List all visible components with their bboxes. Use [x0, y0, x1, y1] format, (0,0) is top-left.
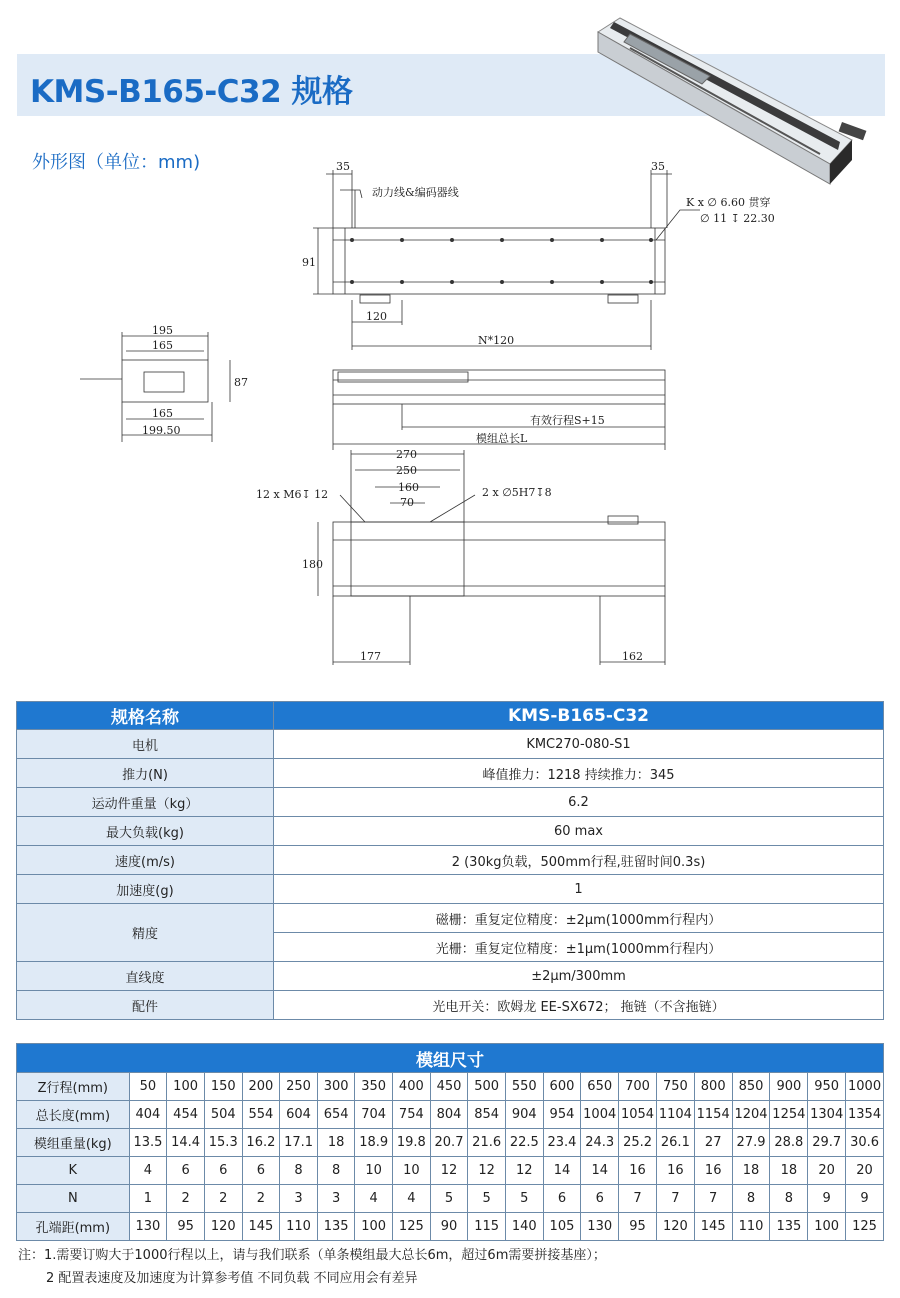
dim-70: 70: [400, 496, 414, 509]
table-row: [17, 991, 884, 1020]
spec-value: 6.2: [274, 788, 884, 817]
dim-195: 195: [152, 324, 173, 337]
dim-stroke: 有效行程S+15: [530, 414, 605, 427]
dimension-value: 950: [808, 1073, 846, 1101]
table-row: [17, 1129, 884, 1157]
dimension-value: 120: [656, 1213, 694, 1241]
dimension-value: 1104: [656, 1101, 694, 1129]
dimension-value: 750: [656, 1073, 694, 1101]
dimension-value: 2: [204, 1185, 242, 1213]
pin-note: 2 x ∅5H7↧8: [482, 486, 552, 499]
spec-value: 2 (30kg负载，500mm行程,驻留时间0.3s): [274, 846, 884, 875]
table-row: [17, 817, 884, 846]
dimension-value: 23.4: [543, 1129, 581, 1157]
dimension-value: 14.4: [167, 1129, 205, 1157]
spec-label: 加速度(g): [17, 875, 274, 904]
dimension-value: 50: [129, 1073, 167, 1101]
dimension-value: 13.5: [129, 1129, 167, 1157]
dimension-value: 350: [355, 1073, 393, 1101]
dim-162: 162: [622, 650, 643, 663]
dimension-value: 22.5: [505, 1129, 543, 1157]
dimension-value: 604: [280, 1101, 318, 1129]
dimension-value: 12: [468, 1157, 506, 1185]
dimension-value: 100: [808, 1213, 846, 1241]
dimension-value: 15.3: [204, 1129, 242, 1157]
table-row: [17, 1073, 884, 1101]
dimension-value: 404: [129, 1101, 167, 1129]
dimension-label: 总长度(mm): [17, 1101, 130, 1129]
table-row: [17, 1185, 884, 1213]
dimension-value: 19.8: [393, 1129, 431, 1157]
dimension-value: 5: [468, 1185, 506, 1213]
dimension-value: 120: [204, 1213, 242, 1241]
dimension-value: 1: [129, 1185, 167, 1213]
dimension-value: 2: [242, 1185, 280, 1213]
dim-35-left: 35: [336, 160, 350, 173]
spec-table: [16, 701, 884, 1020]
dimension-value: 12: [430, 1157, 468, 1185]
dimension-value: 130: [581, 1213, 619, 1241]
dimension-value: 3: [280, 1185, 318, 1213]
hole-note-1: K x ∅ 6.60 贯穿: [686, 196, 771, 209]
dimension-value: 904: [505, 1101, 543, 1129]
page-title: KMS-B165-C32 规格: [30, 74, 353, 110]
dimension-value: 8: [732, 1185, 770, 1213]
dimension-label: N: [17, 1185, 130, 1213]
dimension-value: 21.6: [468, 1129, 506, 1157]
notes: [18, 1244, 606, 1290]
dimension-value: 900: [770, 1073, 808, 1101]
dimension-value: 150: [204, 1073, 242, 1101]
dimension-value: 1154: [694, 1101, 732, 1129]
dimension-value: 700: [619, 1073, 657, 1101]
dimension-value: 125: [846, 1213, 884, 1241]
dimension-value: 800: [694, 1073, 732, 1101]
dimension-value: 16.2: [242, 1129, 280, 1157]
dimension-value: 954: [543, 1101, 581, 1129]
dimension-value: 6: [581, 1185, 619, 1213]
dim-177: 177: [360, 650, 381, 663]
dim-n120: N*120: [478, 334, 515, 347]
dim-87: 87: [234, 376, 248, 389]
screw-note: 12 x M6↧ 12: [256, 488, 329, 501]
section-subtitle: 外形图（单位：mm): [32, 152, 201, 173]
dimension-value: 135: [317, 1213, 354, 1241]
dimension-value: 90: [430, 1213, 468, 1241]
spec-value: 磁栅：重复定位精度：±2μm(1000mm行程内）: [274, 904, 884, 933]
hole-note-2: ∅ 11 ↧ 22.30: [700, 212, 775, 225]
dimension-table: [16, 1043, 884, 1241]
dimension-label: 孔端距(mm): [17, 1213, 130, 1241]
dimension-value: 1004: [581, 1101, 619, 1129]
dim-160: 160: [398, 481, 419, 494]
dimension-value: 115: [468, 1213, 506, 1241]
dimension-value: 5: [505, 1185, 543, 1213]
dimension-value: 140: [505, 1213, 543, 1241]
dimension-value: 4: [393, 1185, 431, 1213]
dimension-value: 704: [355, 1101, 393, 1129]
dimension-value: 554: [242, 1101, 280, 1129]
dimension-value: 7: [619, 1185, 657, 1213]
spec-label: 速度(m/s): [17, 846, 274, 875]
dimension-value: 27.9: [732, 1129, 770, 1157]
dimension-value: 7: [656, 1185, 694, 1213]
dimension-label: K: [17, 1157, 130, 1185]
dimension-value: 2: [167, 1185, 205, 1213]
dim-180: 180: [302, 558, 323, 571]
dimension-value: 8: [280, 1157, 318, 1185]
dimension-value: 7: [694, 1185, 732, 1213]
dimension-value: 8: [317, 1157, 354, 1185]
dimension-value: 5: [430, 1185, 468, 1213]
dimension-value: 20: [846, 1157, 884, 1185]
dimension-value: 17.1: [280, 1129, 318, 1157]
dimension-value: 9: [846, 1185, 884, 1213]
dimension-value: 1000: [846, 1073, 884, 1101]
dimension-value: 450: [430, 1073, 468, 1101]
dimension-value: 100: [167, 1073, 205, 1101]
cable-label: 动力线&编码器线: [372, 186, 459, 199]
dimension-value: 9: [808, 1185, 846, 1213]
table-row: [17, 904, 884, 933]
dimension-value: 16: [694, 1157, 732, 1185]
dimension-value: 10: [393, 1157, 431, 1185]
dimension-label: Z行程(mm): [17, 1073, 130, 1101]
table-row: [17, 1157, 884, 1185]
dimension-label: 模组重量(kg): [17, 1129, 130, 1157]
dimension-value: 200: [242, 1073, 280, 1101]
dimension-table-title: 模组尺寸: [17, 1044, 884, 1073]
spec-label: 运动件重量（kg）: [17, 788, 274, 817]
dimension-value: 145: [694, 1213, 732, 1241]
dimension-value: 550: [505, 1073, 543, 1101]
dimension-value: 600: [543, 1073, 581, 1101]
dim-165-top: 165: [152, 339, 173, 352]
dimension-value: 20.7: [430, 1129, 468, 1157]
table-row: [17, 759, 884, 788]
spec-value: 1: [274, 875, 884, 904]
spec-header-name: 规格名称: [17, 702, 274, 730]
dimension-value: 14: [581, 1157, 619, 1185]
spec-label: 配件: [17, 991, 274, 1020]
dimension-value: 6: [167, 1157, 205, 1185]
spec-label: 精度: [17, 904, 274, 962]
dimension-value: 4: [129, 1157, 167, 1185]
spec-value: KMC270-080-S1: [274, 730, 884, 759]
dimension-value: 400: [393, 1073, 431, 1101]
dimension-value: 18: [317, 1129, 354, 1157]
note-line-2: 2 配置表速度及加速度为计算参考值 不同负载 不同应用会有差异: [46, 1271, 418, 1286]
spec-value: 峰值推力：1218 持续推力：345: [274, 759, 884, 788]
dimension-value: 8: [770, 1185, 808, 1213]
dimension-value: 18: [732, 1157, 770, 1185]
dimension-value: 95: [619, 1213, 657, 1241]
dimension-value: 145: [242, 1213, 280, 1241]
dimension-value: 18.9: [355, 1129, 393, 1157]
dimension-value: 110: [280, 1213, 318, 1241]
dim-199-5: 199.50: [142, 424, 181, 437]
dimension-value: 300: [317, 1073, 354, 1101]
dimension-value: 4: [355, 1185, 393, 1213]
spec-value: ±2μm/300mm: [274, 962, 884, 991]
dimension-value: 30.6: [846, 1129, 884, 1157]
dimension-value: 854: [468, 1101, 506, 1129]
dimension-value: 135: [770, 1213, 808, 1241]
spec-label: 最大负载(kg): [17, 817, 274, 846]
note-line-1: 注：1.需要订购大于1000行程以上，请与我们联系（单条模组最大总长6m，超过6m需要拼接基座）；: [18, 1248, 606, 1263]
dimension-value: 105: [543, 1213, 581, 1241]
dimension-value: 654: [317, 1101, 354, 1129]
dim-250: 250: [396, 464, 417, 477]
dim-120: 120: [366, 310, 387, 323]
table-row: [17, 875, 884, 904]
dimension-value: 16: [656, 1157, 694, 1185]
dimension-value: 10: [355, 1157, 393, 1185]
table-row: [17, 788, 884, 817]
dimension-value: 1304: [808, 1101, 846, 1129]
spec-value: 光栅：重复定位精度：±1μm(1000mm行程内）: [274, 933, 884, 962]
table-row: [17, 1101, 884, 1129]
dimension-value: 650: [581, 1073, 619, 1101]
dimension-value: 25.2: [619, 1129, 657, 1157]
spec-value: 光电开关：欧姆龙 EE-SX672； 拖链（不含拖链）: [274, 991, 884, 1020]
dim-total-length: 模组总长L: [476, 432, 528, 445]
dim-35-right: 35: [651, 160, 665, 173]
dimension-value: 130: [129, 1213, 167, 1241]
dimension-value: 24.3: [581, 1129, 619, 1157]
dimension-value: 95: [167, 1213, 205, 1241]
table-row: [17, 730, 884, 759]
dimension-value: 100: [355, 1213, 393, 1241]
dimension-value: 850: [732, 1073, 770, 1101]
dimension-value: 27: [694, 1129, 732, 1157]
dimension-value: 804: [430, 1101, 468, 1129]
dim-91: 91: [302, 256, 316, 269]
table-row: [17, 962, 884, 991]
dimension-value: 1354: [846, 1101, 884, 1129]
dimension-value: 18: [770, 1157, 808, 1185]
dimension-value: 6: [543, 1185, 581, 1213]
dimension-value: 1204: [732, 1101, 770, 1129]
spec-label: 推力(N): [17, 759, 274, 788]
dimension-value: 29.7: [808, 1129, 846, 1157]
dimension-value: 1254: [770, 1101, 808, 1129]
dimension-value: 6: [242, 1157, 280, 1185]
dim-270: 270: [396, 448, 417, 461]
dimension-value: 6: [204, 1157, 242, 1185]
spec-label: 直线度: [17, 962, 274, 991]
dimension-value: 14: [543, 1157, 581, 1185]
dimension-value: 1054: [619, 1101, 657, 1129]
dimension-value: 504: [204, 1101, 242, 1129]
dimension-value: 500: [468, 1073, 506, 1101]
dimension-value: 110: [732, 1213, 770, 1241]
dimension-value: 250: [280, 1073, 318, 1101]
dimension-value: 20: [808, 1157, 846, 1185]
spec-label: 电机: [17, 730, 274, 759]
dim-165-bottom: 165: [152, 407, 173, 420]
dimension-value: 16: [619, 1157, 657, 1185]
dimension-value: 3: [317, 1185, 354, 1213]
dimension-value: 26.1: [656, 1129, 694, 1157]
spec-value: 60 max: [274, 817, 884, 846]
dimension-value: 12: [505, 1157, 543, 1185]
dimension-value: 754: [393, 1101, 431, 1129]
technical-drawing: [0, 150, 900, 690]
dimension-value: 125: [393, 1213, 431, 1241]
dimension-value: 28.8: [770, 1129, 808, 1157]
table-row: [17, 1213, 884, 1241]
table-row: [17, 846, 884, 875]
dimension-value: 454: [167, 1101, 205, 1129]
spec-header-model: KMS-B165-C32: [274, 702, 884, 730]
